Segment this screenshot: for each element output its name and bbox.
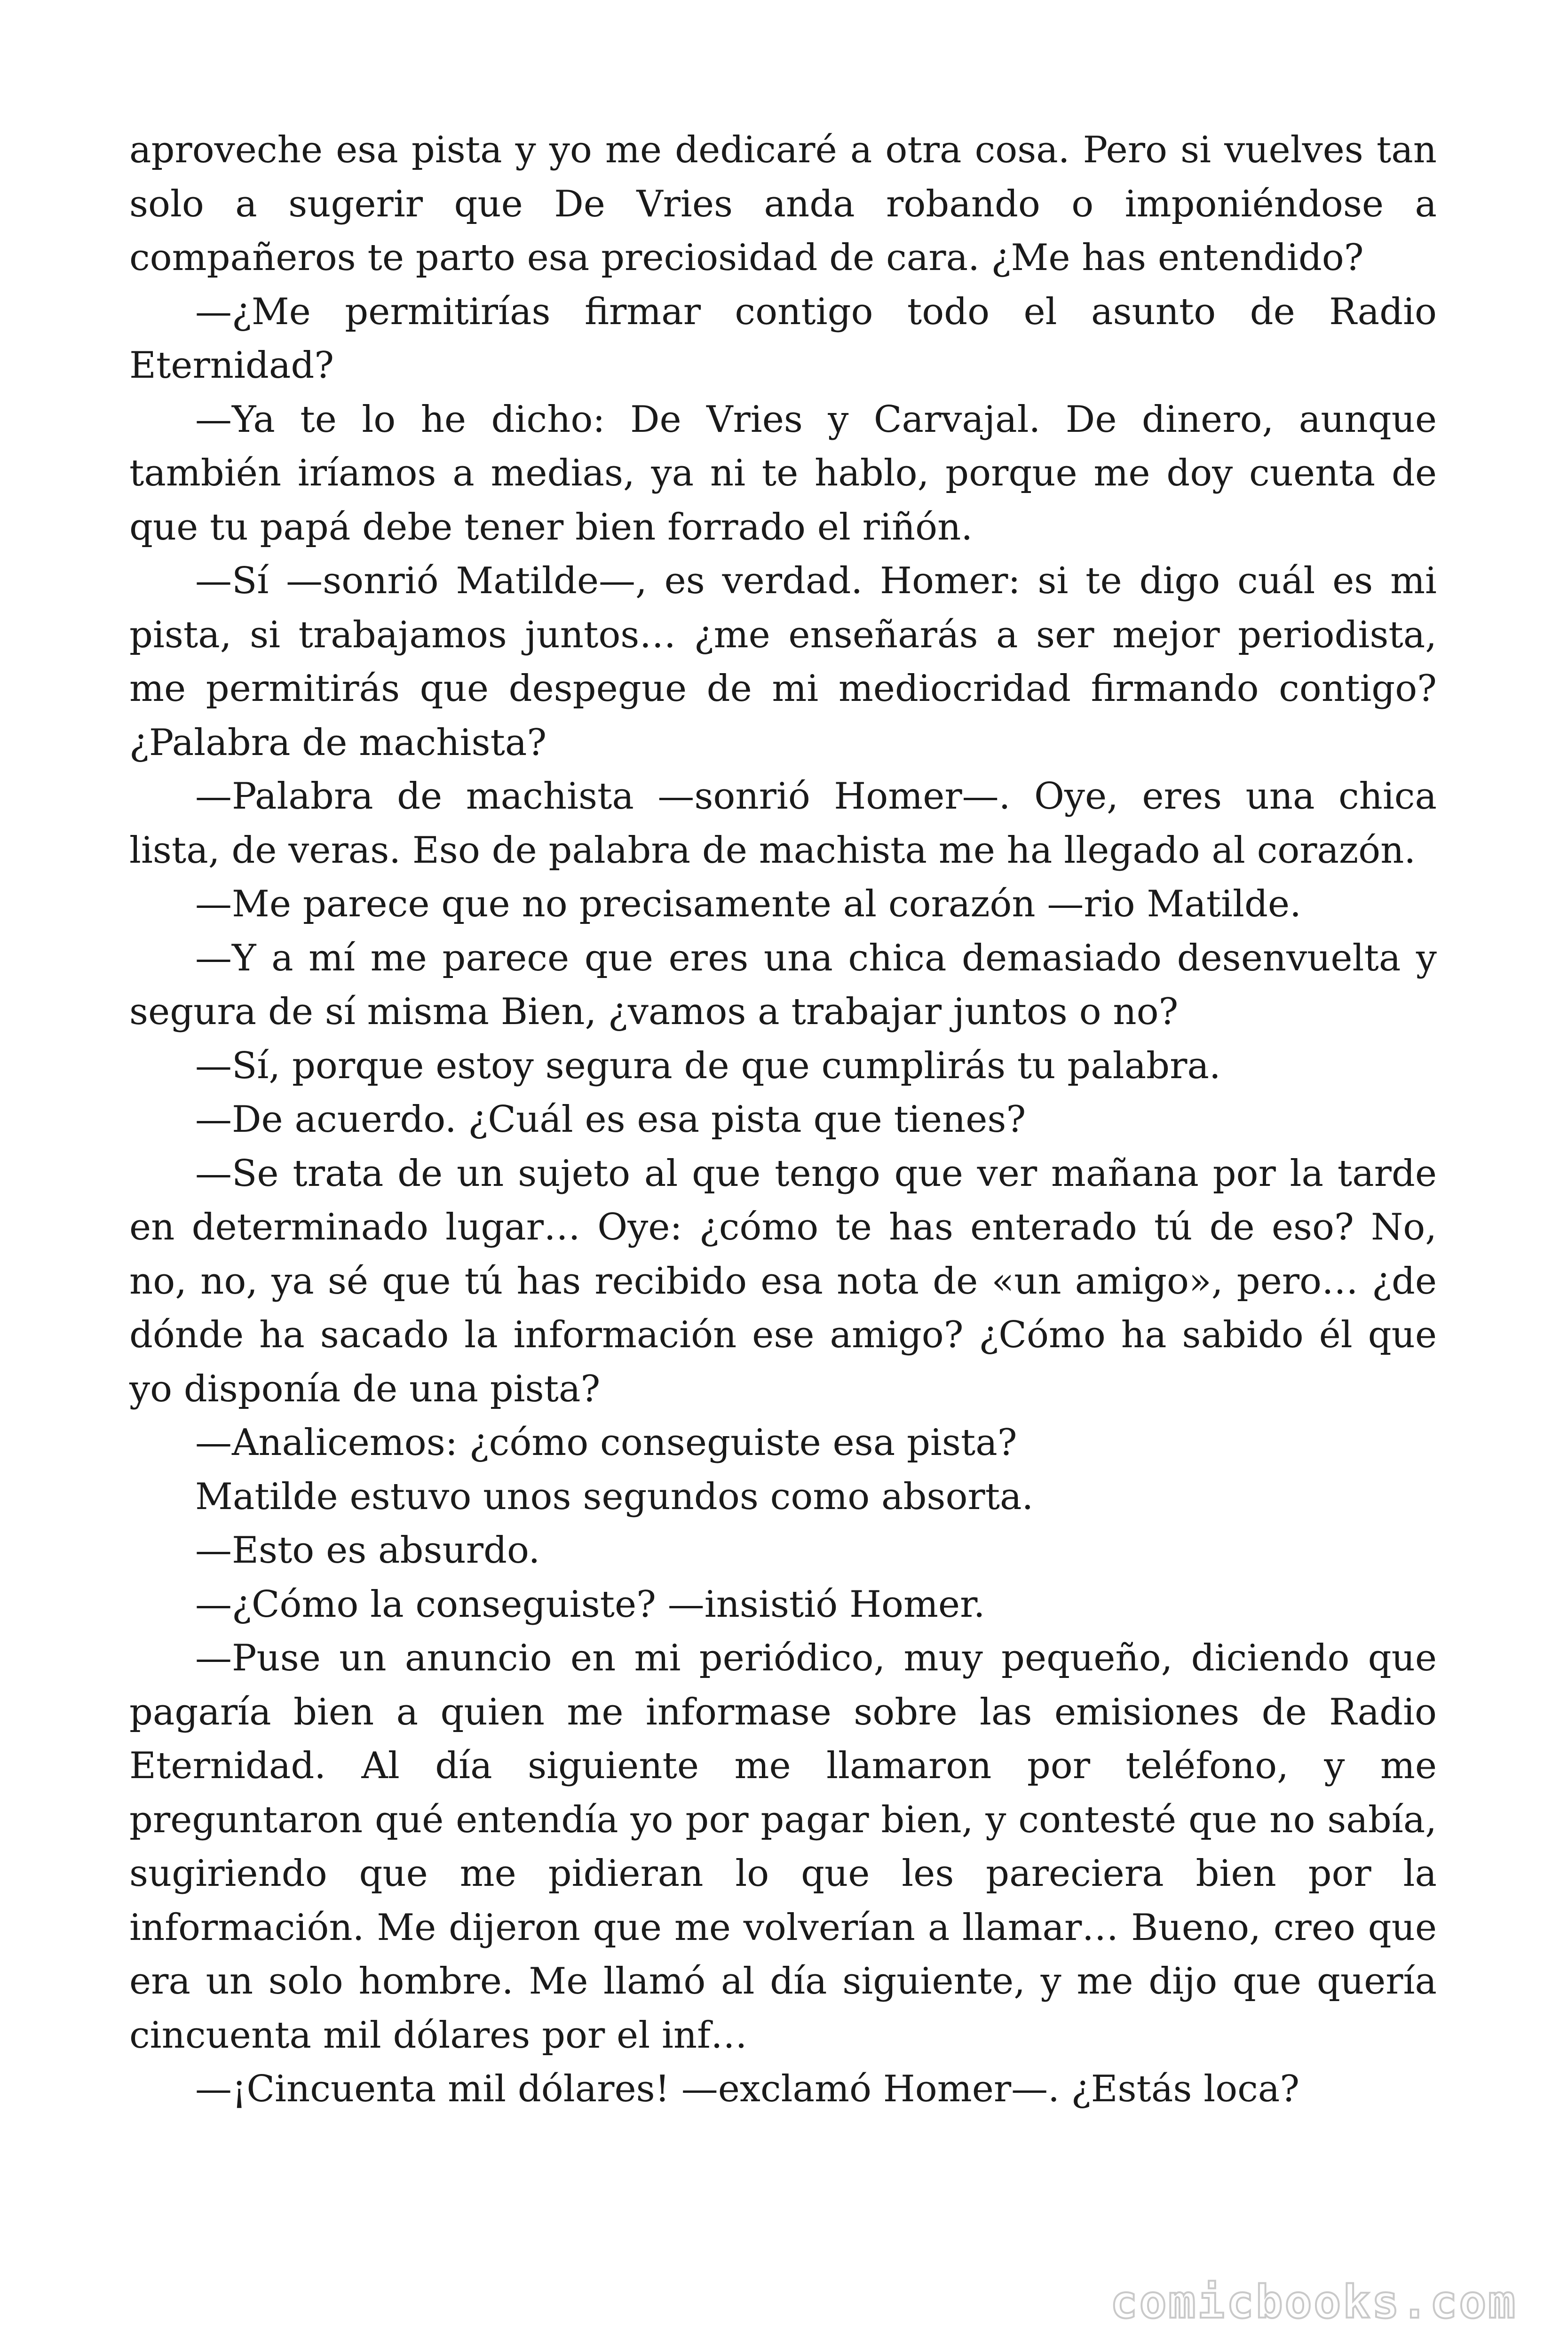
paragraph-4: —Sí —sonrió Matilde—, es verdad. Homer: si te digo cuál es mi pista, si trabajamos juntos… ¿me enseñarás a ser mejor periodista, me permitirás que despegue de mi mediocridad firmando contigo? ¿Palabra de machista? <box>129 560 1437 764</box>
page-text <box>129 123 1437 2116</box>
paragraph-12: Matilde estuvo unos segundos como absorta. <box>195 1475 1034 1518</box>
paragraph-15: —Puse un anuncio en mi periódico, muy pequeño, diciendo que pagaría bien a quien me informase sobre las emisiones de Radio Eternidad. Al día siguiente me llamaron por teléfono, y me preguntaron qué entendía yo por pagar bien, y contesté que no sabía, sugiriendo que me pidieran lo que les pareciera bien por la información. Me dijeron que me volverían a llamar… Bueno, creo que era un solo hombre. Me llamó al día siguiente, y me dijo que quería cincuenta mil dólares por el inf… <box>129 1637 1437 2057</box>
watermark: comicbooks.com <box>1110 2276 1517 2328</box>
paragraph-9: —De acuerdo. ¿Cuál es esa pista que tienes? <box>195 1098 1026 1141</box>
paragraph-2: —¿Me permitirías firmar contigo todo el asunto de Radio Eternidad? <box>129 290 1437 387</box>
paragraph-7: —Y a mí me parece que eres una chica demasiado desenvuelta y segura de sí misma Bien, ¿vamos a trabajar juntos o no? <box>129 937 1437 1033</box>
paragraph-13: —Esto es absurdo. <box>195 1529 540 1572</box>
paragraph-16: —¡Cincuenta mil dólares! —exclamó Homer—. ¿Estás loca? <box>195 2068 1300 2110</box>
paragraph-11: —Analicemos: ¿cómo conseguiste esa pista? <box>195 1422 1017 1464</box>
paragraph-14: —¿Cómo la conseguiste? —insistió Homer. <box>195 1583 985 1626</box>
paragraph-3: —Ya te lo he dicho: De Vries y Carvajal. De dinero, aunque también iríamos a medias, ya ni te hablo, porque me doy cuenta de que tu papá debe tener bien forrado el riñón. <box>129 398 1437 548</box>
paragraph-8: —Sí, porque estoy segura de que cumplirás tu palabra. <box>195 1044 1221 1087</box>
paragraph-6: —Me parece que no precisamente al corazón —rio Matilde. <box>195 883 1301 925</box>
paragraph-1: aproveche esa pista y yo me dedicaré a otra cosa. Pero si vuelves tan solo a sugerir que De Vries anda robando o imponiéndose a compañeros te parto esa preciosidad de cara. ¿Me has entendido? <box>129 129 1437 279</box>
paragraph-5: —Palabra de machista —sonrió Homer—. Oye, eres una chica lista, de veras. Eso de palabra de machista me ha llegado al corazón. <box>129 775 1437 872</box>
paragraph-10: —Se trata de un sujeto al que tengo que ver mañana por la tarde en determinado lugar… Oye: ¿cómo te has enterado tú de eso? No, no, no, ya sé que tú has recibido esa nota de «un amigo», pero… ¿de dónde ha sacado la información ese amigo? ¿Cómo ha sabido él que yo disponía de una pista? <box>129 1152 1437 1410</box>
